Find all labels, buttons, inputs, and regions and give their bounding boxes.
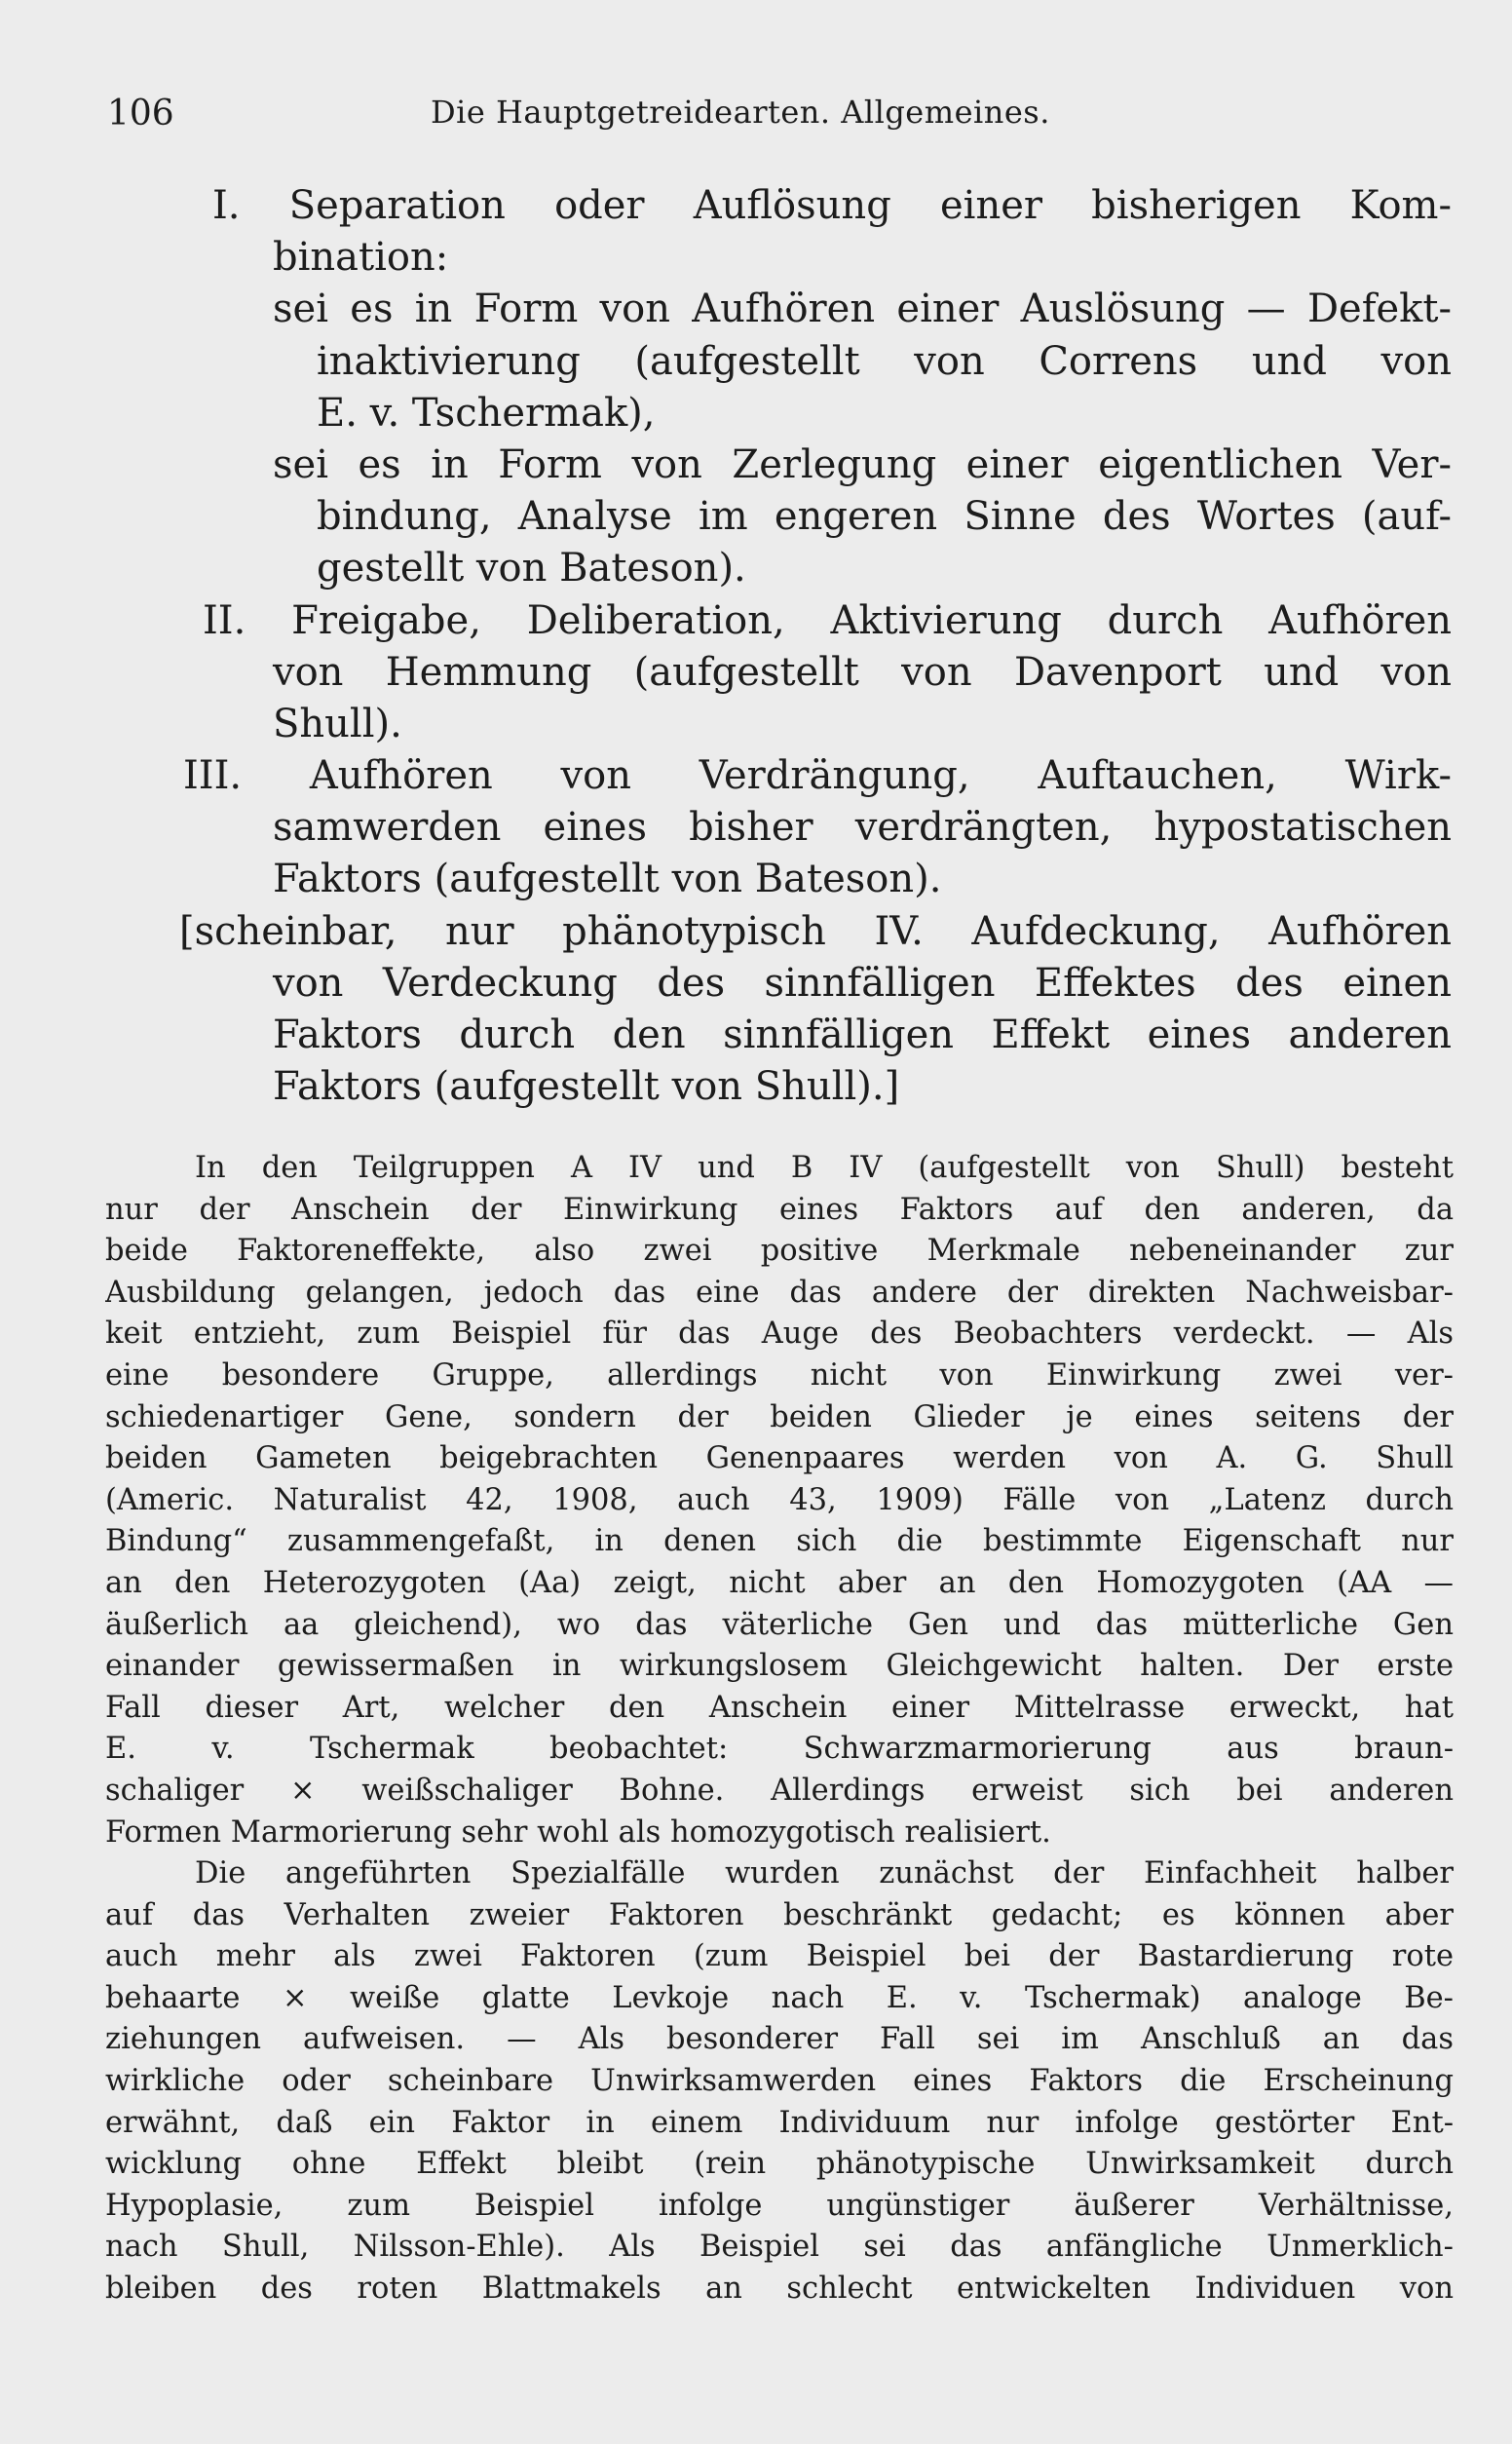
paragraph-line: äußerlich aa gleichend), wo das väterliche Gen und das mütterliche Gen (105, 1607, 1454, 1642)
paragraph-line: In den Teilgruppen A IV und B IV (aufgestellt von Shull) besteht (195, 1151, 1454, 1185)
paragraph-line: E. v. Tschermak beobachtet: Schwarzmarmorierung aus braun- (105, 1732, 1454, 1767)
list-line: bindung, Analyse im engeren Sinne des Wortes (auf- (317, 494, 1452, 540)
paragraph-line: (Americ. Naturalist 42, 1908, auch 43, 1909) Fälle von „Latenz durch (105, 1482, 1454, 1517)
list-line: Shull). (273, 701, 402, 746)
paragraph-line: Bindung“ zusammengefaßt, in denen sich die bestimmte Eigenschaft nur (105, 1524, 1454, 1559)
paragraph-line: Formen Marmorierung sehr wohl als homozygotisch realisiert. (105, 1814, 1051, 1850)
paragraph-line: Die angeführten Spezialfälle wurden zunächst der Einfachheit halber (195, 1856, 1454, 1891)
list-line: samwerden eines bisher verdrängten, hypostatischen (273, 805, 1452, 851)
list-line: von Hemmung (aufgestellt von Davenport und von (273, 649, 1452, 695)
paragraph-line: nur der Anschein der Einwirkung eines Faktors auf den anderen, da (105, 1192, 1454, 1227)
list-line: inaktivierung (aufgestellt von Correns und von (317, 338, 1452, 384)
page-number: 106 (107, 94, 174, 134)
paragraph-line: wirkliche oder scheinbare Unwirksamwerden eines Faktors die Erscheinung (105, 2064, 1454, 2099)
list-line: Faktors (aufgestellt von Bateson). (273, 857, 942, 902)
paragraph-line: ziehungen aufweisen. — Als besonderer Fall sei im Anschluß an das (105, 2022, 1454, 2057)
classification-list (107, 180, 1452, 1113)
list-line: sei es in Form von Zerlegung einer eigentlichen Ver- (273, 441, 1452, 487)
paragraph-line: wicklung ohne Effekt bleibt (rein phänotypische Unwirksamkeit durch (105, 2147, 1454, 2182)
paragraph-line: schiedenartiger Gene, sondern der beiden Glieder je eines seitens der (105, 1399, 1454, 1434)
paragraph-line: einander gewissermaßen in wirkungslosem Gleichgewicht halten. Der erste (105, 1649, 1454, 1684)
paragraph-line: Hypoplasie, zum Beispiel infolge ungünstiger äußerer Verhältnisse, (105, 2188, 1454, 2223)
paragraph-line: bleiben des roten Blattmakels an schlecht entwickelten Individuen von (105, 2272, 1454, 2307)
paragraph-line: auch mehr als zwei Faktoren (zum Beispiel bei der Bastardierung rote (105, 1939, 1454, 1974)
list-line: gestellt von Bateson). (317, 546, 746, 592)
list-line: Faktors (aufgestellt von Shull).] (273, 1064, 900, 1110)
list-line: III. Aufhören von Verdrängung, Auftauchen, Wirk- (183, 753, 1452, 799)
list-line: Faktors durch den sinnfälligen Effekt eines anderen (273, 1012, 1452, 1057)
paragraph-line: beiden Gameten beigebrachten Genenpaares werden von A. G. Shull (105, 1441, 1454, 1476)
paragraph-line: Fall dieser Art, welcher den Anschein einer Mittelrasse erweckt, hat (105, 1690, 1454, 1725)
list-line: sei es in Form von Aufhören einer Auslösung — Defekt- (273, 286, 1452, 332)
paragraph-line: keit entzieht, zum Beispiel für das Auge des Beobachters verdeckt. — Als (105, 1317, 1454, 1352)
paragraph-line: an den Heterozygoten (Aa) zeigt, nicht aber an den Homozygoten (AA — (105, 1565, 1454, 1600)
paragraph-line: behaarte × weiße glatte Levkoje nach E. v. Tschermak) analoge Be- (105, 1980, 1454, 2015)
body-text (105, 1148, 1454, 2310)
list-line: [scheinbar, nur phänotypisch IV. Aufdeckung, Aufhören (179, 908, 1452, 954)
list-line: von Verdeckung des sinnfälligen Effektes des einen (273, 960, 1452, 1006)
paragraph-line: beide Faktoreneffekte, also zwei positive Merkmale nebeneinander zur (105, 1234, 1454, 1269)
paragraph-line: nach Shull, Nilsson-Ehle). Als Beispiel sei das anfängliche Unmerklich- (105, 2230, 1454, 2265)
paragraph-line: erwähnt, daß ein Faktor in einem Individuum nur infolge gestörter Ent- (105, 2105, 1454, 2140)
list-line: I. Separation oder Auflösung einer bisherigen Kom- (212, 183, 1452, 228)
page-header (107, 94, 1452, 142)
list-line: bination: (273, 235, 449, 281)
list-line: II. Freigabe, Deliberation, Aktivierung durch Aufhören (203, 597, 1452, 643)
paragraph-line: eine besondere Gruppe, allerdings nicht von Einwirkung zwei ver- (105, 1357, 1454, 1393)
paragraph-line: Ausbildung gelangen, jedoch das eine das andere der direkten Nachweisbar- (105, 1275, 1454, 1310)
paragraph-line: schaliger × weißschaliger Bohne. Allerdings erweist sich bei anderen (105, 1773, 1454, 1808)
paragraph-line: auf das Verhalten zweier Faktoren beschränkt gedacht; es können aber (105, 1897, 1454, 1932)
running-title: Die Hauptgetreidearten. Allgemeines. (431, 94, 1050, 131)
list-line: E. v. Tschermak), (317, 390, 656, 436)
